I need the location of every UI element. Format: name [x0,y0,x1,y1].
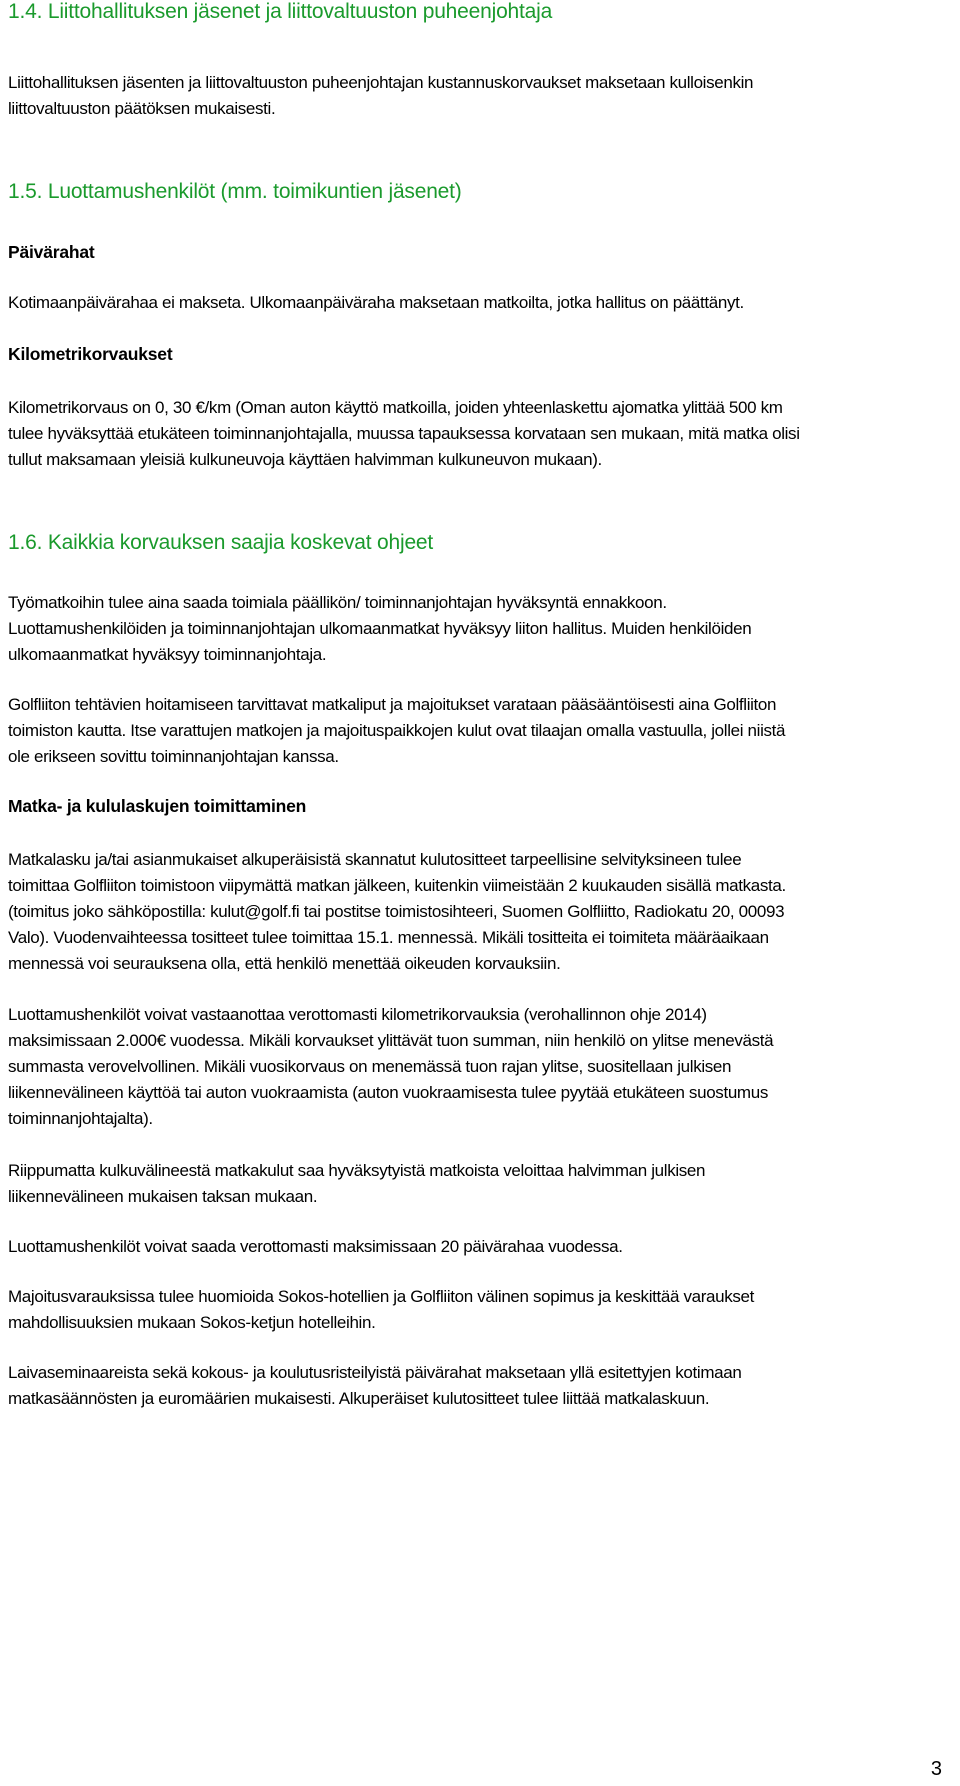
text-line: (toimitus joko sähköpostilla: kulut@golf.fi tai postitse toimistosihteeri, Suomen Golfliitto, Radiokatu 20, 00093 [8,902,785,921]
text-line: tulee hyväksyttää etukäteen toiminnanjohtajalla, muussa tapauksessa korvataan sen mukaan, mitä matka olisi [8,424,800,443]
text-line: ole erikseen sovittu toiminnanjohtajan kanssa. [8,747,339,766]
text-line: toiminnanjohtajalta). [8,1109,153,1128]
text-line: liikennevälineen käyttöä tai auton vuokraamista (auton vuokraamisesta tulee pyytää etukäteen suostumus [8,1083,768,1102]
section-1-4-paragraph [8,70,753,122]
section-1-6-paragraph-6 [8,1234,623,1260]
heading-section-1-4: 1.4. Liittohallituksen jäsenet ja liittovaltuuston puheenjohtaja [8,0,553,23]
text-line: Luottamushenkilöiden ja toiminnanjohtajan ulkomaanmatkat hyväksyy liiton hallitus. Muiden henkilöiden [8,619,752,638]
paivarahat-paragraph [8,290,744,316]
text-line: Matkalasku ja/tai asianmukaiset alkuperäisistä skannatut kulutositteet tarpeellisine selvityksineen tulee [8,850,742,869]
section-1-6-paragraph-4 [8,1002,773,1132]
subheading-toimittaminen: Matka- ja kululaskujen toimittaminen [8,796,307,816]
heading-section-1-5: 1.5. Luottamushenkilöt (mm. toimikuntien jäsenet) [8,180,462,203]
kilometrikorvaukset-paragraph [8,395,800,473]
section-1-6-paragraph-1 [8,590,751,668]
text-line: matkasäännösten ja euromäärien mukaisesti. Alkuperäiset kulutositteet tulee liittää matkalaskuun. [8,1389,710,1408]
text-line: Valo). Vuodenvaihteessa tositteet tulee toimittaa 15.1. mennessä. Mikäli tositteita ei toimiteta määräaikaan [8,928,769,947]
text-line: mahdollisuuksien mukaan Sokos-ketjun hotelleihin. [8,1313,376,1332]
section-1-6-paragraph-8 [8,1360,741,1412]
text-line: ulkomaanmatkat hyväksyy toiminnanjohtaja. [8,645,327,664]
section-1-6-paragraph-3 [8,847,786,977]
text-line: liittovaltuuston päätöksen mukaisesti. [8,99,276,118]
text-line: Työmatkoihin tulee aina saada toimiala päällikön/ toiminnanjohtajan hyväksyntä ennakkoon. [8,593,667,612]
text-line: Kotimaanpäivärahaa ei makseta. Ulkomaanpäiväraha maksetaan matkoilta, jotka hallitus on päättänyt. [8,293,744,312]
subheading-kilometrikorvaukset: Kilometrikorvaukset [8,344,173,364]
text-line: liikennevälineen mukaisen taksan mukaan. [8,1187,318,1206]
subheading-paivarahat: Päivärahat [8,242,95,262]
text-line: Majoitusvarauksissa tulee huomioida Sokos-hotellien ja Golfliiton välinen sopimus ja keskittää varaukset [8,1287,754,1306]
page-number: 3 [930,1758,942,1780]
heading-section-1-6: 1.6. Kaikkia korvauksen saajia koskevat ohjeet [8,531,434,554]
text-line: tullut maksamaan yleisiä kulkuneuvoja käyttäen halvimman kulkuneuvon mukaan). [8,450,602,469]
text-line: Laivaseminaareista sekä kokous- ja koulutusristeilyistä päivärahat maksetaan yllä esitettyjen kotimaan [8,1363,742,1382]
text-line: Luottamushenkilöt voivat saada verottomasti maksimissaan 20 päivärahaa vuodessa. [8,1237,623,1256]
text-line: Kilometrikorvaus on 0, 30 €/km (Oman auton käyttö matkoilla, joiden yhteenlaskettu ajomatka ylittää 500 km [8,398,783,417]
section-1-6-paragraph-7 [8,1284,754,1336]
text-line: summasta verovelvollinen. Mikäli vuosikorvaus on menemässä tuon rajan ylitse, suositellaan julkisen [8,1057,732,1076]
text-line: Golfliiton tehtävien hoitamiseen tarvittavat matkaliput ja majoitukset varataan pääsääntöisesti aina Golfliiton [8,695,777,714]
section-1-6-paragraph-2 [8,692,785,770]
text-line: Liittohallituksen jäsenten ja liittovaltuuston puheenjohtajan kustannuskorvaukset maksetaan kulloisenkin [8,73,754,92]
text-line: maksimissaan 2.000€ vuodessa. Mikäli korvaukset ylittävät tuon summan, niin henkilö on ylitse menevästä [8,1031,774,1050]
text-line: toimiston kautta. Itse varattujen matkojen ja majoituspaikkojen kulut ovat tilaajan omalla vastuulla, jollei niistä [8,721,786,740]
section-1-6-paragraph-5 [8,1158,705,1210]
text-line: Luottamushenkilöt voivat vastaanottaa verottomasti kilometrikorvauksia (verohallinnon ohje 2014) [8,1005,707,1024]
text-line: Riippumatta kulkuvälineestä matkakulut saa hyväksytyistä matkoista veloittaa halvimman julkisen [8,1161,706,1180]
text-line: toimittaa Golfliiton toimistoon viipymättä matkan jälkeen, kuitenkin viimeistään 2 kuukauden sisällä matkasta. [8,876,786,895]
text-line: mennessä voi seurauksena olla, että henkilö menettää oikeuden korvauksiin. [8,954,561,973]
